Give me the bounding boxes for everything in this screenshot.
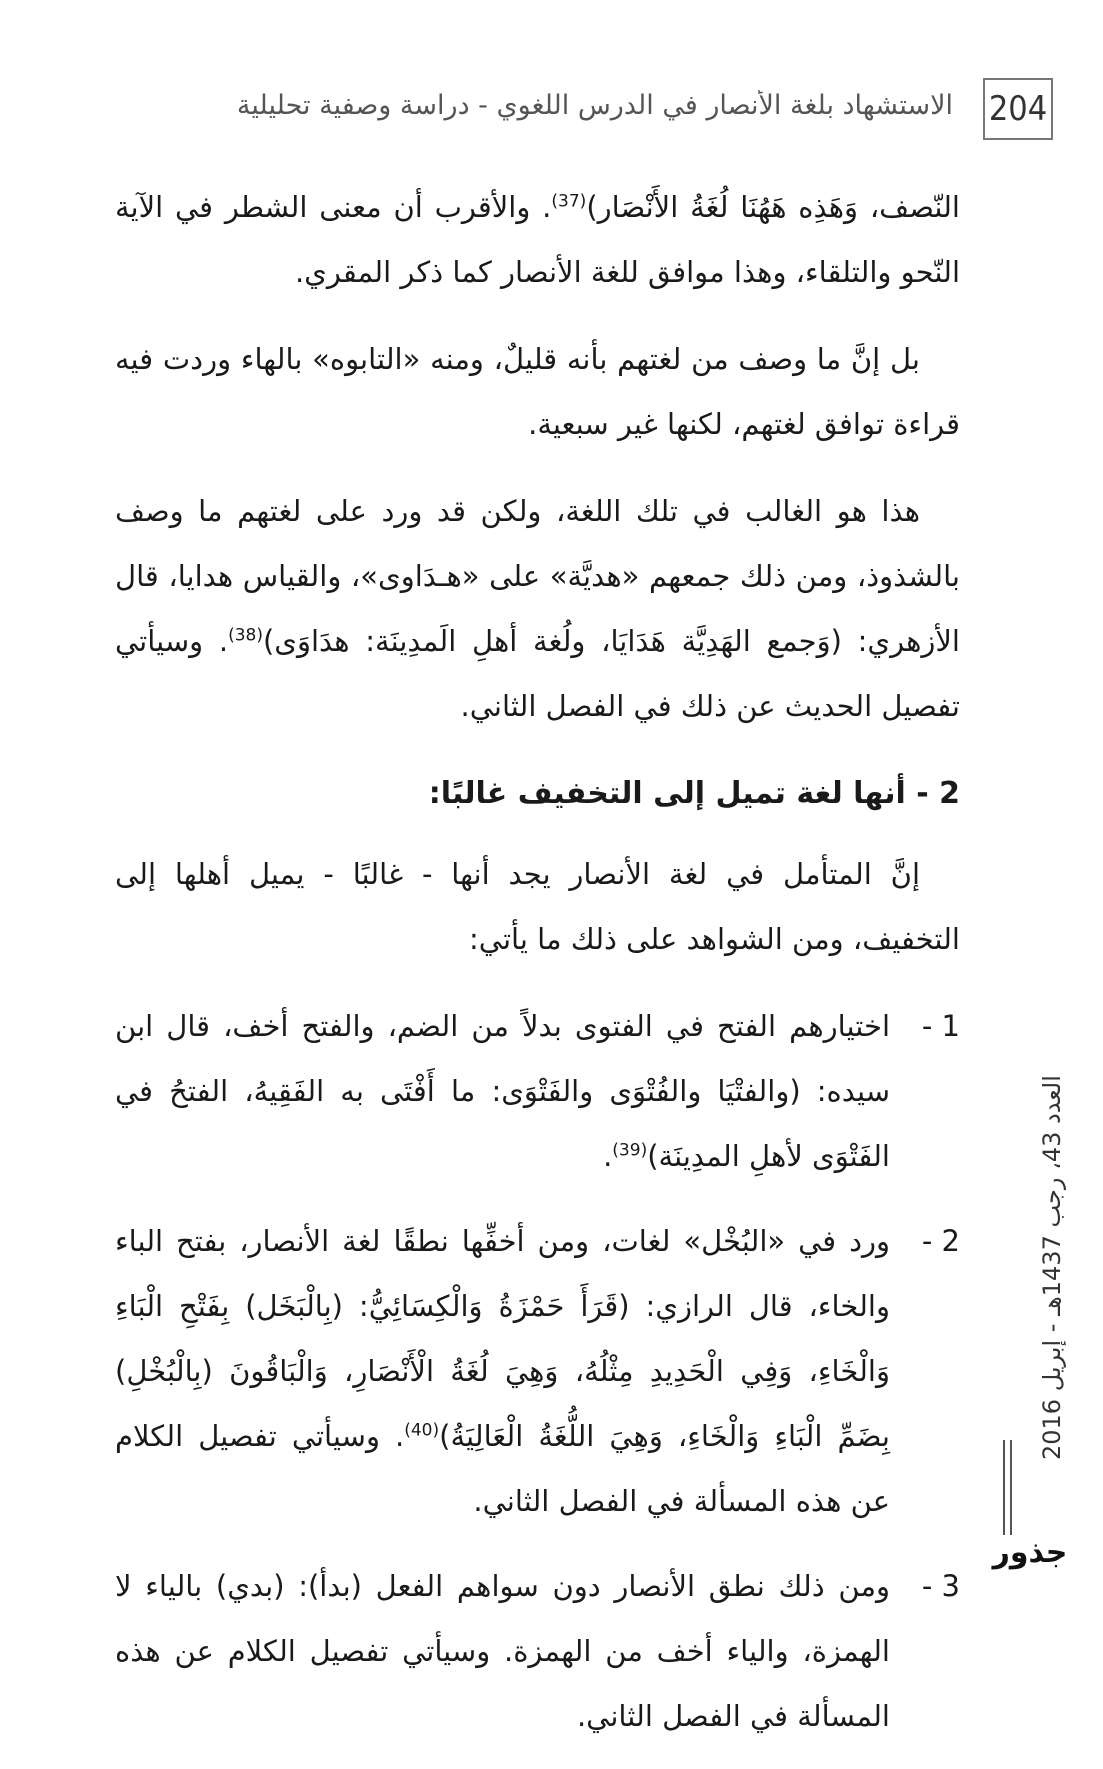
article-body [115, 175, 960, 1769]
list-number: 1 - [921, 1009, 960, 1043]
text-run: النّصف، وَهَذِه هَهُنَا لُغَةُ الأَنْصَار) [586, 190, 960, 224]
issue-info: العدد 43، رجب 1437هـ - إبريل 2016 [1038, 1075, 1066, 1460]
section-heading: 2 - أنها لغة تميل إلى التخفيف غالبًا: [428, 776, 960, 811]
list-number: 3 - [921, 1569, 960, 1603]
text-run: ومن ذلك نطق الأنصار دون سواهم الفعل (بدأ): (بدي) بالياء لا الهمزة، والياء أخف من الهمزة. وسيأتي تفصيل الكلام عن هذه المسألة في الفصل الثاني. [115, 1569, 890, 1733]
side-divider [1010, 1440, 1012, 1535]
footnote-ref: (38) [228, 625, 263, 646]
paragraph [115, 479, 960, 739]
footnote-ref: (40) [404, 1420, 440, 1441]
text-run: . وسيأتي تفصيل الحديث عن ذلك في الفصل الثاني. [115, 624, 960, 723]
side-divider [1003, 1440, 1005, 1535]
list-item [115, 1209, 960, 1534]
text-run: . [603, 1139, 613, 1173]
list-number: 2 - [921, 1224, 960, 1258]
page-number: 204 [983, 78, 1053, 140]
text-run: اختيارهم الفتح في الفتوى بدلاً من الضم، والفتح أخف، قال ابن سيده: (والفتْيَا والفُتْوَى والفَتْوَى: ما أَفْتَى به الفَقِيهُ، الفتحُ في الفَتْوَى لأهلِ المدِينَة) [115, 1009, 890, 1173]
list-text [115, 1209, 890, 1534]
list-item [115, 1554, 960, 1749]
footnote-ref: (39) [612, 1140, 648, 1161]
paragraph: إنَّ المتأمل في لغة الأنصار يجد أنها - غالبًا - يميل أهلها إلى التخفيف، ومن الشواهد على ذلك ما يأتي: [115, 857, 960, 956]
text-run: هذا هو الغالب في تلك اللغة، ولكن قد ورد على لغتهم ما وصف بالشذوذ، ومن ذلك جمعهم «هديَّة» على «هـدَاوى»، والقياس هدايا، قال الأزهري: (وَجمع الهَدِيَّة هَدَايَا، ولُغة أهلِ الَمدِينَة: هدَاوَى) [115, 494, 960, 658]
list-text [115, 994, 890, 1189]
list-text [115, 1554, 890, 1749]
journal-logo: جذور [992, 1535, 1068, 1570]
text-run: . وسيأتي تفصيل الكلام عن هذه المسألة في الفصل الثاني. [115, 1419, 890, 1518]
text-run: . والأقرب أن معنى الشطر في الآية النّحو والتلقاء، وهذا موافق للغة الأنصار كما ذكر المقري. [115, 190, 960, 289]
text-run: ورد في «البُخْل» لغات، ومن أخفِّها نطقًا لغة الأنصار، بفتح الباء والخاء، قال الرازي: (قَرَأَ حَمْزَةُ وَالْكِسَائِيُّ: (بِالْبَخَل) بِفَتْحِ الْبَاءِ وَالْخَاءِ، وَفِي الْحَدِيدِ مِثْلُهُ، وَهِيَ لُغَةُ الْأَنْصَارِ، وَالْبَاقُونَ (بِالْبُخْلِ) بِضَمِّ الْبَاءِ وَالْخَاءِ، وَهِيَ اللُّغَةُ الْعَالِيَةُ) [115, 1224, 890, 1453]
paragraph: بل إنَّ ما وصف من لغتهم بأنه قليلٌ، ومنه «التابوه» بالهاء وردت فيه قراءة توافق لغتهم، لكنها غير سبعية. [115, 342, 960, 441]
running-header: الاستشهاد بلغة الأنصار في الدرس اللغوي - دراسة وصفية تحليلية [236, 90, 953, 121]
footnote-ref: (37) [551, 191, 587, 212]
paragraph [115, 175, 960, 305]
list-item [115, 994, 960, 1189]
